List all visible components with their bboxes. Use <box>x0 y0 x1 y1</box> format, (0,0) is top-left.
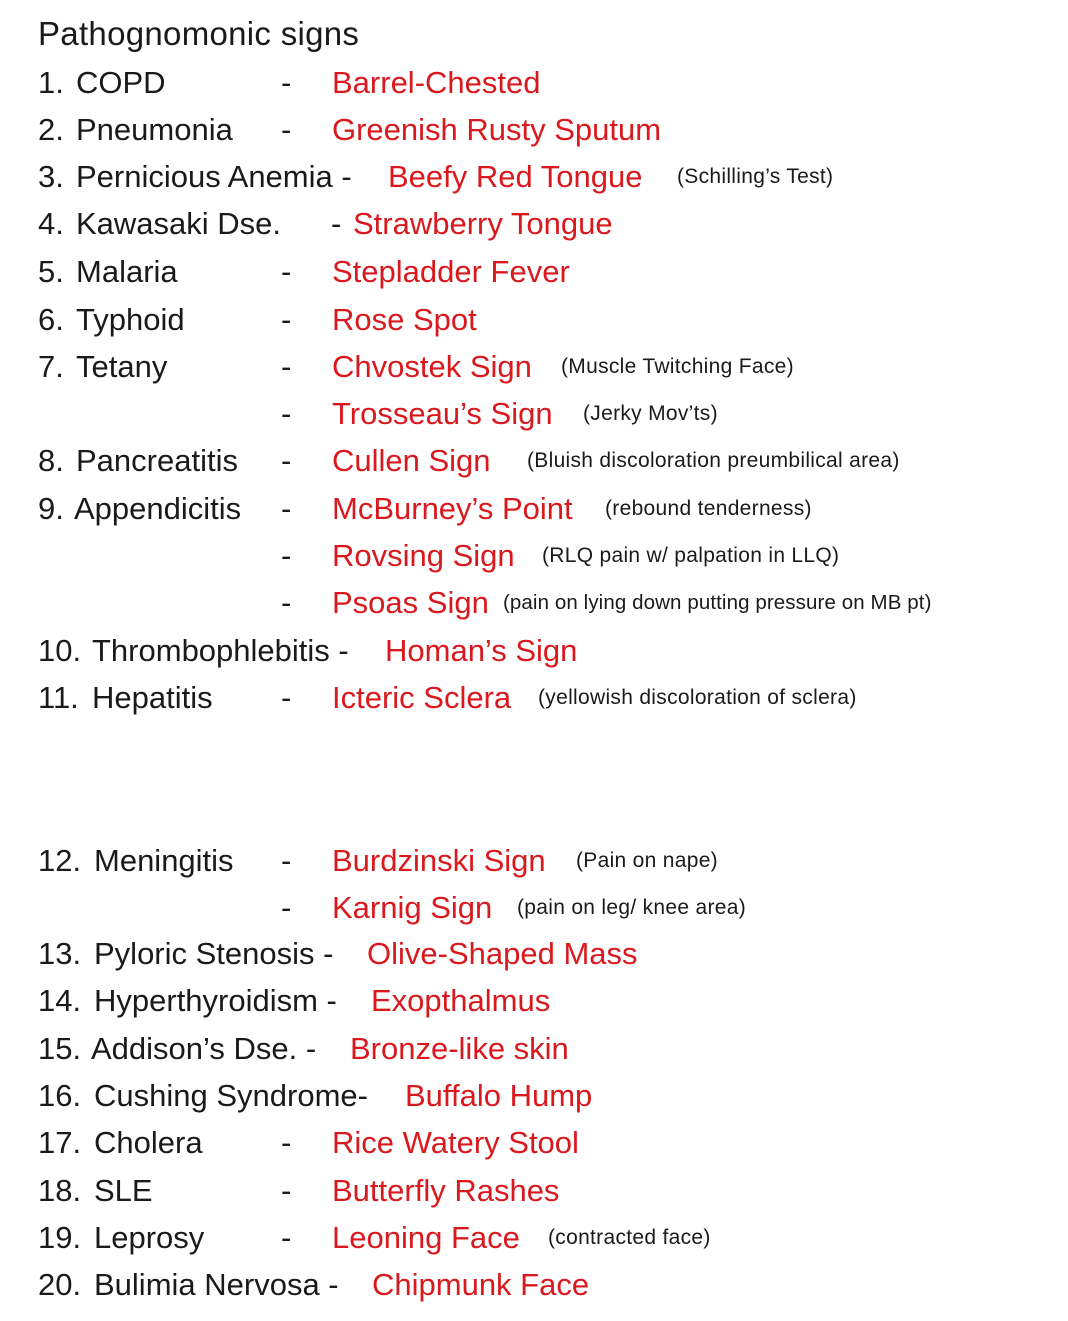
list-item <box>0 62 1068 104</box>
condition-name: Appendicitis <box>74 491 242 526</box>
list-item <box>0 677 1068 719</box>
separator-dash: - <box>331 206 342 241</box>
separator-dash: - <box>281 396 292 431</box>
condition-name: Pyloric Stenosis - <box>94 936 334 971</box>
item-number: 6. <box>38 302 64 337</box>
separator-dash: - <box>281 65 292 100</box>
separator-dash: - <box>281 680 292 715</box>
list-item <box>0 251 1068 293</box>
condition-name: Tetany <box>76 349 168 384</box>
sign-note: (rebound tenderness) <box>605 497 812 520</box>
item-number: 13. <box>38 936 82 971</box>
list-item <box>0 156 1068 198</box>
pathognomonic-sign: Chipmunk Face <box>372 1267 590 1302</box>
list-item <box>0 1170 1068 1212</box>
pathognomonic-sign: Exopthalmus <box>371 983 551 1018</box>
sign-note: (Schilling’s Test) <box>677 165 834 188</box>
item-number: 3. <box>38 159 64 194</box>
separator-dash: - <box>281 585 292 620</box>
list-item <box>0 1122 1068 1164</box>
condition-name: Meningitis <box>94 843 234 878</box>
pathognomonic-sign: Leoning Face <box>332 1220 520 1255</box>
pathognomonic-sign: Chvostek Sign <box>332 349 532 384</box>
pathognomonic-sign: Cullen Sign <box>332 443 491 478</box>
list-item <box>0 535 1068 577</box>
list-item <box>0 840 1068 882</box>
sign-note: (contracted face) <box>548 1226 711 1249</box>
condition-name: Bulimia Nervosa - <box>94 1267 339 1302</box>
list-item <box>0 1028 1068 1070</box>
pathognomonic-sign: Buffalo Hump <box>405 1078 593 1113</box>
item-number: 1. <box>38 65 64 100</box>
list-item <box>0 440 1068 482</box>
list-item <box>0 109 1068 151</box>
condition-name: Typhoid <box>76 302 185 337</box>
condition-name: COPD <box>76 65 166 100</box>
pathognomonic-sign: Icteric Sclera <box>332 680 512 715</box>
separator-dash: - <box>281 890 292 925</box>
pathognomonic-sign: Rovsing Sign <box>332 538 515 573</box>
condition-name: Cushing Syndrome- <box>94 1078 368 1113</box>
separator-dash: - <box>281 443 292 478</box>
pathognomonic-sign: Olive-Shaped Mass <box>367 936 638 971</box>
page-title: Pathognomonic signs <box>38 15 360 52</box>
condition-name: Pernicious Anemia - <box>76 159 352 194</box>
separator-dash: - <box>281 538 292 573</box>
pathognomonic-sign: Strawberry Tongue <box>353 206 613 241</box>
condition-name: Cholera <box>94 1125 203 1160</box>
item-number: 17. <box>38 1125 82 1160</box>
item-number: 5. <box>38 254 64 289</box>
sign-note: (Pain on nape) <box>576 849 718 872</box>
separator-dash: - <box>281 1125 292 1160</box>
item-number: 8. <box>38 443 64 478</box>
item-number: 9. <box>38 491 64 526</box>
pathognomonic-sign: Butterfly Rashes <box>332 1173 560 1208</box>
condition-name: Hyperthyroidism - <box>94 983 337 1018</box>
condition-name: Thrombophlebitis - <box>92 633 349 668</box>
list-item <box>0 488 1068 530</box>
list-item <box>0 980 1068 1022</box>
item-number: 15. <box>38 1031 82 1066</box>
pathognomonic-sign: Stepladder Fever <box>332 254 570 289</box>
pathognomonic-sign: Beefy Red Tongue <box>388 159 643 194</box>
condition-name: Hepatitis <box>92 680 213 715</box>
list-item <box>0 582 1068 624</box>
list-item <box>0 299 1068 341</box>
pathognomonic-sign: Burdzinski Sign <box>332 843 546 878</box>
list-item <box>0 203 1068 245</box>
condition-name: Pneumonia <box>76 112 233 147</box>
item-number: 7. <box>38 349 64 384</box>
pathognomonic-sign: Psoas Sign <box>332 585 489 620</box>
condition-name: Leprosy <box>94 1220 205 1255</box>
pathognomonic-sign: Bronze-like skin <box>350 1031 569 1066</box>
list-item <box>0 630 1068 672</box>
list-item <box>0 1217 1068 1259</box>
pathognomonic-sign: Homan’s Sign <box>385 633 578 668</box>
pathognomonic-sign: McBurney’s Point <box>332 491 573 526</box>
item-number: 12. <box>38 843 82 878</box>
separator-dash: - <box>281 843 292 878</box>
pathognomonic-sign: Karnig Sign <box>332 890 493 925</box>
pathognomonic-sign: Trosseau’s Sign <box>332 396 553 431</box>
list-item <box>0 887 1068 929</box>
sign-note: (yellowish discoloration of sclera) <box>538 686 857 709</box>
item-number: 4. <box>38 206 64 241</box>
item-number: 11. <box>38 680 79 715</box>
sign-note: (Jerky Mov’ts) <box>583 402 718 425</box>
item-number: 20. <box>38 1267 82 1302</box>
sign-note: (pain on leg/ knee area) <box>517 896 747 919</box>
pathognomonic-sign: Greenish Rusty Sputum <box>332 112 662 147</box>
item-number: 19. <box>38 1220 82 1255</box>
condition-name: Addison’s Dse. - <box>91 1031 317 1066</box>
separator-dash: - <box>281 349 292 384</box>
pathognomonic-sign: Barrel-Chested <box>332 65 541 100</box>
condition-name: Pancreatitis <box>76 443 238 478</box>
condition-name: Malaria <box>76 254 178 289</box>
separator-dash: - <box>281 112 292 147</box>
sign-note: (RLQ pain w/ palpation in LLQ) <box>542 544 840 567</box>
sign-note: (pain on lying down putting pressure on MB pt) <box>503 591 932 614</box>
condition-name: Kawasaki Dse. <box>76 206 282 241</box>
separator-dash: - <box>281 302 292 337</box>
item-number: 2. <box>38 112 64 147</box>
list-item <box>0 393 1068 435</box>
separator-dash: - <box>281 1220 292 1255</box>
pathognomonic-sign: Rose Spot <box>332 302 477 337</box>
item-number: 14. <box>38 983 82 1018</box>
separator-dash: - <box>281 1173 292 1208</box>
item-number: 18. <box>38 1173 82 1208</box>
sign-note: (Bluish discoloration preumbilical area) <box>527 449 900 472</box>
condition-name: SLE <box>94 1173 153 1208</box>
list-item <box>0 1075 1068 1117</box>
list-item <box>0 346 1068 388</box>
list-item <box>0 1264 1068 1306</box>
separator-dash: - <box>281 491 292 526</box>
list-item <box>0 933 1068 975</box>
pathognomonic-sign: Rice Watery Stool <box>332 1125 579 1160</box>
item-number: 10. <box>38 633 82 668</box>
separator-dash: - <box>281 254 292 289</box>
item-number: 16. <box>38 1078 82 1113</box>
sign-note: (Muscle Twitching Face) <box>561 355 794 378</box>
